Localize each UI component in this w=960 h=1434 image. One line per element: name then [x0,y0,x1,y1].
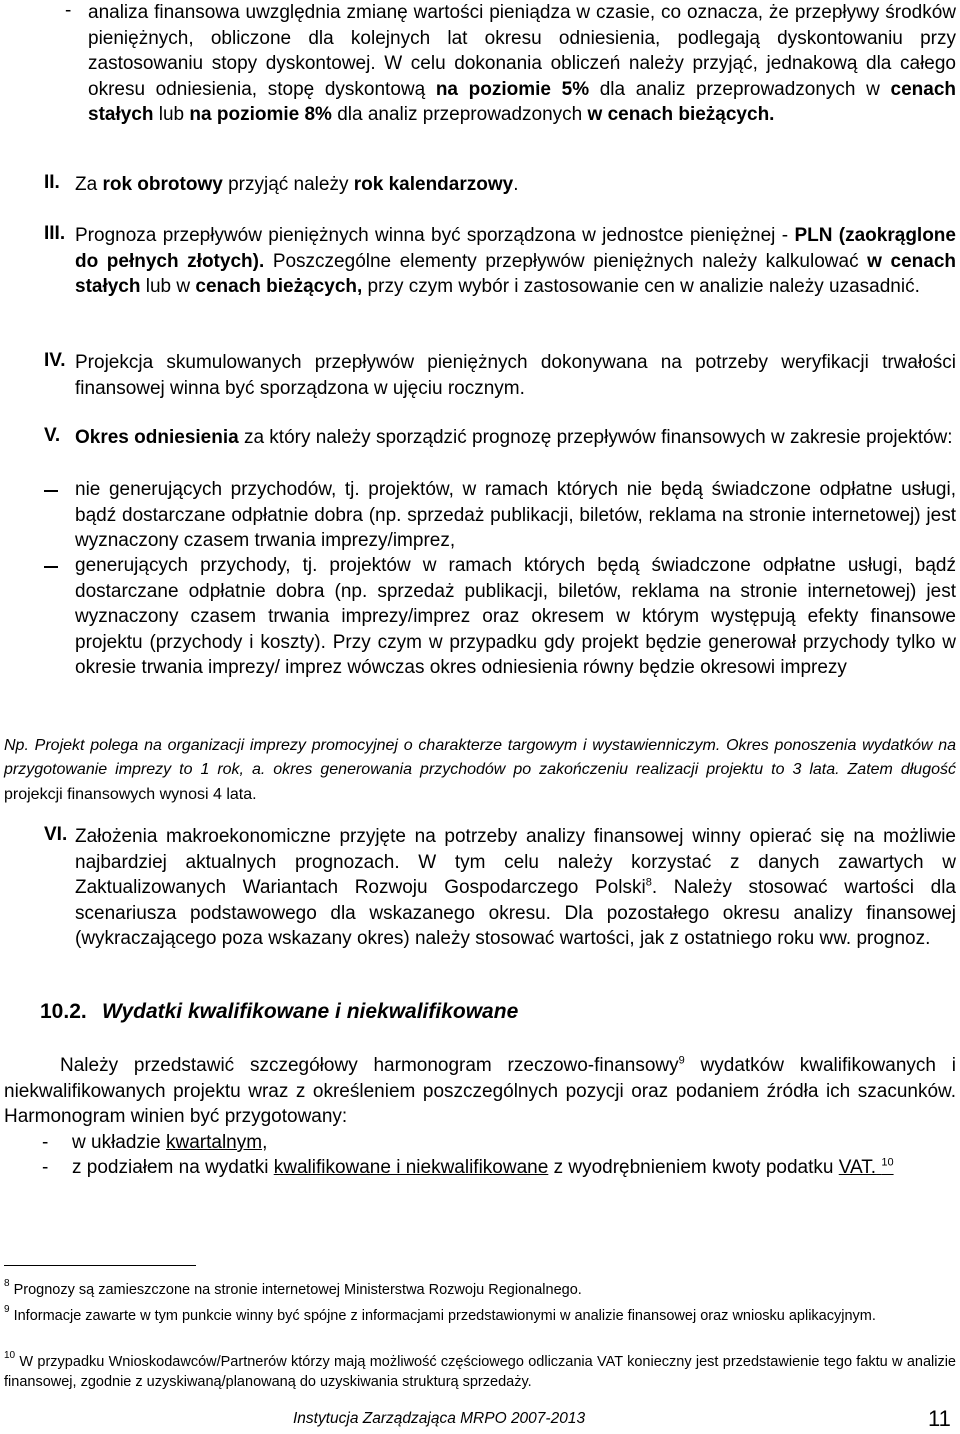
list-item: z podziałem na wydatki kwalifikowane i niekwalifikowane z wyodrębnieniem kwoty podatku VAT. $^{10}$ [72,1156,894,1178]
example-paragraph: Np. Projekt polega na organizacji imprezy promocyjnej o charakterze targowym i wystawienniczym. Okres ponoszenia wydatków na przygotowanie imprezy to 1 rok, a. okres generowania przychodów po zakończeniu realizacji projektu to 3 lata. Zatem długość projekcji finansowych wynosi 4 lata. [4,737,956,803]
footnote-8: $^8$ Prognozy są zamieszczone na stronie internetowej Ministerstwa Rozwoju Regionalnego. [4,1278,582,1298]
section-number: 10.2. [40,1000,87,1023]
list-item: nie generujących przychodów, tj. projektów, w ramach których nie będą świadczone odpłatne usługi, bądź dostarczane odpłatnie dobra (np. sprzedaż publikacji, biletów, reklama na stronie internetowej) jest wyznaczony czasem trwania imprezy/imprez, [75,479,956,552]
bullet-dash-1 [44,490,58,492]
section-label-vi: VI. [44,824,68,845]
section-ii-text: Za rok obrotowy przyjąć należy rok kalendarzowy. [75,174,519,195]
section-label-v: V. [44,425,61,446]
footnote-ref-9[interactable]: 9 [678,1054,685,1067]
discount-paragraph: analiza finansowa uwzględnia zmianę wartości pieniądza w czasie, co oznacza, że przepływy środków pieniężnych, obliczone dla kolejnych lat okresu odniesienia, podlegają dyskontowaniu przy zastosowaniu stopy dyskontowej. W celu dokonania obliczeń należy przyjąć, jednakową dla całego okresu odniesienia, stopę dyskontową na poziomie 5% dla analiz przeprowadzonych w cenach stałych lub na poziomie 8% dla analiz przeprowadzonych w cenach bieżących. [88,2,956,126]
footnote-separator [4,1265,196,1266]
section-iv-text: Projekcja skumulowanych przepływów pieniężnych dokonywana na potrzeby weryfikacji trwałości finansowej winna być sporządzona w ujęciu rocznym. [75,352,956,399]
page-footer: Instytucja Zarządzająca MRPO 2007-2013 [293,1410,586,1427]
list-dash: - [42,1132,49,1153]
list-dash: - [42,1157,49,1178]
section-label-iii: III. [44,223,66,244]
section-label-ii: II. [44,172,60,193]
section-heading: Wydatki kwalifikowane i niekwalifikowane [102,1000,519,1023]
section-iii-text: Prognoza przepływów pieniężnych winna być sporządzona w jednostce pieniężnej - PLN (zaokrąglone do pełnych złotych). Poszczególne elementy przepływów pieniężnych należy kalkulować w cenach stałych lub w cenach bieżących, przy czym wybór i zastosowanie cen w analizie należy uzasadnić. [75,225,956,298]
list-item: generujących przychody, tj. projektów w ramach których będą świadczone odpłatne usługi, bądź dostarczane odpłatnie dobra (np. sprzedaż publikacji, biletów, reklama na stronie internetowej) jest wyznaczony czasem trwania imprezy/imprez oraz okresem w którym występują efekty finansowe projektu (przychody i koszty). Przy czym w przypadku gdy projekt będzie generował przychody tylko w okresie trwania imprezy/ imprez wówczas okres odniesienia równy będzie okresowi imprezy [75,555,956,679]
footnote-9: $^9$ Informacje zawarte w tym punkcie winny być spójne z informacjami przedstawionymi w analizie finansowej oraz wniosku aplikacyjnym. [4,1304,876,1324]
section-v-text: Okres odniesienia za który należy sporządzić prognozę przepływów finansowych w zakresie projektów: [75,427,953,448]
footnote-ref-8[interactable]: 8 [645,876,652,889]
bullet-dash-2 [44,566,58,568]
harmonogram-paragraph: Należy przedstawić szczegółowy harmonogram rzeczowo-finansowy$^9$ wydatków kwalifikowanych i niekwalifikowanych projektu wraz z określeniem poszczególnych pozycji oraz podaniem źródła ich szacunków. Harmonogram winien być przygotowany: [4,1054,956,1128]
footnote-10: $^{10}$ W przypadku Wnioskodawców/Partnerów którzy mają możliwość częściowego odliczania VAT konieczny jest przedstawienie tego faktu w analizie finansowej, zgodnie z uzyskiwaną/planowaną do uzyskiwania strukturą sprzedaży. [4,1350,956,1390]
footnote-ref-10[interactable]: 10 [881,1156,894,1169]
list-dash: - [65,0,72,21]
section-vi-text: Założenia makroekonomiczne przyjęte na potrzeby analizy finansowej winny opierać się na możliwie najbardziej aktualnych prognozach. W tym celu należy korzystać z danych zawartych w Zaktualizowanych Wariantach Rozwoju Gospodarczego Polski$^8$. Należy stosować wartości dla scenariusza podstawowego dla wskazanego okresu. Dla pozostałego okresu analizy finansowej (wykraczającego poza wskazany okres) należy stosować wartości, jak z ostatniego roku ww. prognoz. [75,826,956,950]
page-number: 11 [928,1406,951,1431]
list-item: w układzie kwartalnym, [72,1132,268,1153]
section-label-iv: IV. [44,350,66,371]
